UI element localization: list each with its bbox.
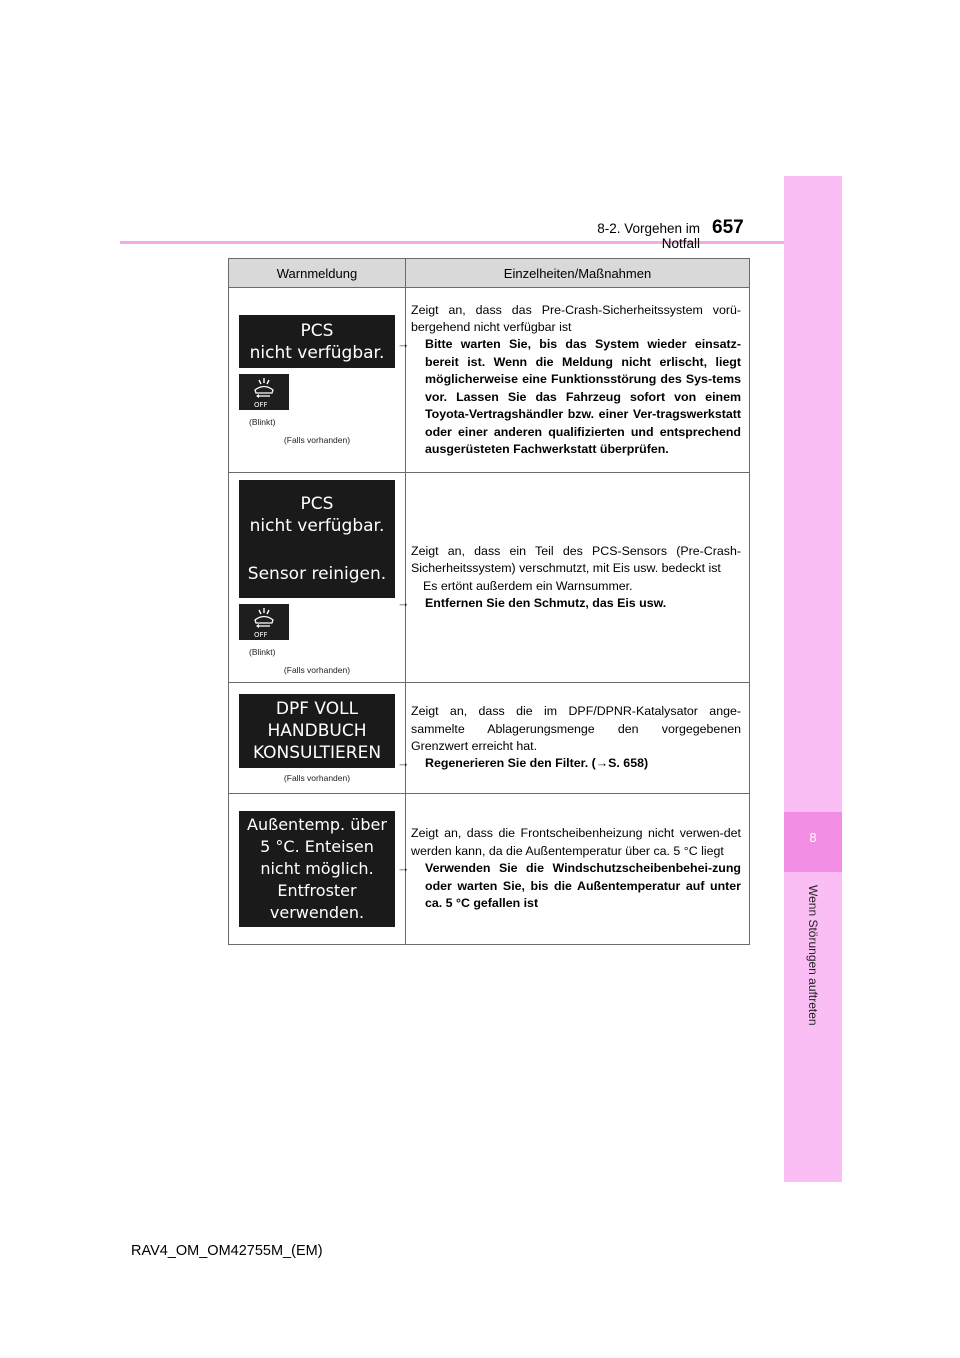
table-row (229, 288, 750, 473)
action-text: Bitte warten Sie, bis das System wieder einsatz-bereit ist. Wenn die Meldung nicht erlischt, liegt möglicherweise eine Funktionsstörung des Sys-tems vor. Lassen Sie das Fahrzeug sofort von einem Toyota-Vertragshändler bzw. einer Ver-tragswerkstatt oder einer anderen qualifizierten und entsprechend ausgerüsteten Fachwerkstatt überprüfen. (425, 337, 741, 456)
availability-note: (Falls vorhanden) (283, 665, 351, 675)
description-text: Zeigt an, dass ein Teil des PCS-Sensors (Pre-Crash-Sicherheitssystem) verschmutzt, mit Eis usw. bedeckt ist (411, 543, 741, 576)
details-cell (397, 288, 750, 473)
arrow-icon: → (397, 861, 410, 876)
pcs-off-icon (239, 374, 289, 410)
blink-label: (Blinkt) (249, 647, 276, 657)
dpf-full-display (239, 694, 395, 768)
svg-text:OFF: OFF (254, 631, 268, 639)
description-text: Zeigt an, dass die im DPF/DPNR-Katalysator ange-sammelte Ablagerungsmenge den vorgegebenen Grenzwert erreicht hat. (411, 704, 741, 753)
extra-text: Es ertönt außerdem ein Warnsummer. (423, 578, 633, 593)
table-row (229, 473, 750, 683)
warning-cell (229, 473, 406, 683)
page-number: 657 (712, 217, 744, 238)
pcs-off-icon (239, 604, 289, 640)
display-line: Außentemp. über (247, 815, 387, 834)
arrow-icon: → (397, 595, 410, 610)
description-text: Zeigt an, dass die Frontscheibenheizung nicht verwen-det werden kann, da die Außentemperatur über ca. 5 °C liegt (411, 826, 741, 858)
display-line: KONSULTIEREN (252, 742, 382, 763)
chapter-number: 8 (809, 830, 817, 845)
availability-note: (Falls vorhanden) (283, 435, 351, 445)
availability-note: (Falls vorhanden) (283, 772, 351, 783)
warning-cell (229, 288, 406, 473)
display-line: Sensor reinigen. (247, 564, 387, 584)
chapter-title: Wenn Störungen auftreten (806, 885, 820, 1026)
warning-cell (229, 683, 406, 794)
svg-text:OFF: OFF (254, 401, 268, 409)
action-text: Regenerieren Sie den Filter. (→S. 658) (425, 756, 649, 771)
display-line: nicht verfügbar. (249, 516, 385, 536)
display-line: nicht möglich. (260, 859, 374, 878)
details-cell (397, 794, 750, 945)
warning-message-table (228, 258, 750, 945)
display-line: 5 °C. Enteisen (260, 837, 374, 856)
column-header-warning: Warnmeldung (229, 259, 406, 288)
table-header-row (229, 259, 750, 288)
pcs-unavailable-display (239, 315, 395, 368)
document-code: RAV4_OM_OM42755M_(EM) (131, 1243, 323, 1259)
table-row (229, 683, 750, 794)
display-line: Entfroster (277, 881, 357, 900)
blink-label: (Blinkt) (249, 417, 276, 427)
display-line: PCS (300, 494, 334, 514)
arrow-icon: → (397, 756, 410, 771)
arrow-icon: → (397, 337, 410, 352)
action-text: Verwenden Sie die Windschutzscheibenbehei-zung oder warten Sie, bis die Außentemperatur auf unter ca. 5 °C gefallen ist (425, 861, 741, 911)
table-row (229, 794, 750, 945)
display-line: DPF VOLL (275, 698, 359, 719)
action-text: Entfernen Sie den Schmutz, das Eis usw. (425, 595, 667, 610)
pcs-sensor-clean-display (239, 480, 395, 598)
display-line: HANDBUCH (267, 720, 367, 741)
description-text: Zeigt an, dass das Pre-Crash-Sicherheitssystem vorü-bergehend nicht verfügbar ist (411, 302, 741, 335)
column-header-details: Einzelheiten/Maßnahmen (406, 259, 750, 288)
outside-temp-display (239, 811, 395, 927)
display-line: nicht verfügbar. (249, 342, 385, 363)
header-rule (120, 241, 842, 244)
display-line: PCS (300, 320, 334, 341)
details-cell (397, 473, 750, 683)
display-line: verwenden. (269, 903, 365, 922)
section-title: 8-2. Vorgehen im Notfall (597, 221, 700, 251)
chapter-side-tab (784, 176, 842, 1182)
details-cell (397, 683, 750, 794)
warning-cell (229, 794, 406, 945)
